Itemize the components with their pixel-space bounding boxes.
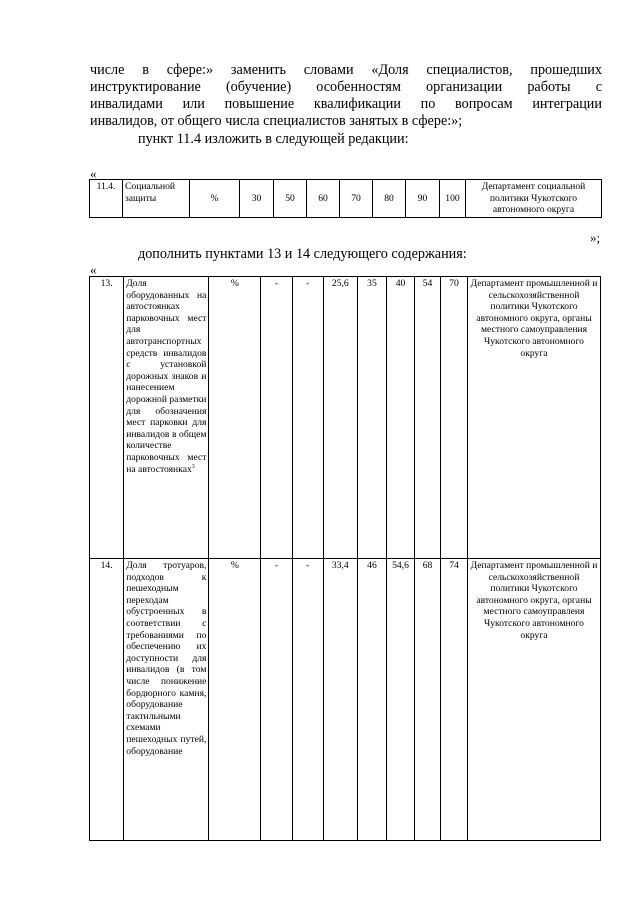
open-quote-2: « xyxy=(90,262,97,277)
responsible-cell: Департамент промышленной и сельскохозяйственной политики Чукотского автономного округа, органы местного самоуправления Чукотского автономного округа xyxy=(467,277,600,559)
value-cell: 50 xyxy=(274,180,307,218)
unit-cell: % xyxy=(190,180,240,218)
value-cell: 70 xyxy=(440,277,467,559)
intro-paragraph xyxy=(90,62,602,130)
table-row xyxy=(90,559,601,841)
value-cell: - xyxy=(292,277,323,559)
value-cell: 25,6 xyxy=(323,277,357,559)
instruction-11-4: пункт 11.4 изложить в следующей редакции: xyxy=(138,131,409,147)
indicator-text: Доля оборудованных на автостоянках парковочных мест для автотранспортных средств инвалидов с установкой дорожных знаков и нанесением дорожной разметки для обозначения мест парковки для инвалидов в общем количестве парковочных мест на автостоянках xyxy=(126,278,207,475)
value-cell: 33,4 xyxy=(323,559,357,841)
value-cell: 80 xyxy=(373,180,406,218)
value-cell: 30 xyxy=(240,180,274,218)
intro-line: инструктирование (обучение) особенностям организации работы с xyxy=(90,79,602,95)
table-item-11-4 xyxy=(89,179,602,218)
instruction-13-14: дополнить пунктами 13 и 14 следующего содержания: xyxy=(138,246,467,262)
footnote-mark: 3 xyxy=(191,463,195,470)
value-cell: - xyxy=(261,559,292,841)
value-cell: 46 xyxy=(357,559,386,841)
intro-line: числе в сфере:» заменить словами «Доля специалистов, прошедших xyxy=(90,62,602,78)
close-quote: »; xyxy=(590,230,601,245)
indicator-name: Социальной защиты xyxy=(123,180,190,218)
table-items-13-14 xyxy=(89,276,601,841)
intro-line: инвалидами или повышение квалификации по вопросам интеграции xyxy=(90,96,602,112)
unit-cell: % xyxy=(209,277,261,559)
value-cell: 54,6 xyxy=(387,559,415,841)
value-cell: 68 xyxy=(415,559,441,841)
open-quote: « xyxy=(90,166,97,181)
value-cell: 74 xyxy=(440,559,467,841)
value-cell: - xyxy=(292,559,323,841)
value-cell: - xyxy=(261,277,292,559)
unit-cell: % xyxy=(209,559,261,841)
value-cell: 40 xyxy=(387,277,415,559)
value-cell: 70 xyxy=(340,180,373,218)
responsible-cell: Департамент социальной политики Чукотского автономного округа xyxy=(466,180,602,218)
table-row xyxy=(90,277,601,559)
row-number: 14. xyxy=(90,559,124,841)
value-cell: 54 xyxy=(415,277,441,559)
value-cell: 35 xyxy=(357,277,386,559)
table-row xyxy=(90,180,602,218)
value-cell: 90 xyxy=(406,180,440,218)
value-cell: 100 xyxy=(440,180,466,218)
intro-line: инвалидов, от общего числа специалистов занятых в сфере:»; xyxy=(90,113,463,129)
responsible-cell: Департамент промышленной и сельскохозяйственной политики Чукотского автономного округа, органы местного самоуправлеия Чукотского автономного округа xyxy=(467,559,600,841)
value-cell: 60 xyxy=(307,180,340,218)
indicator-name xyxy=(124,277,209,559)
indicator-name: Доля тротуаров, подходов к пешеходным переходам обустроенных в соответствии с требованиями по обеспечению их доступности для инвалидов (в том числе понижение бордюрного камня, оборудование тактильными схемами пешеходных путей, оборудование xyxy=(124,559,209,841)
row-number: 11.4. xyxy=(90,180,123,218)
row-number: 13. xyxy=(90,277,124,559)
